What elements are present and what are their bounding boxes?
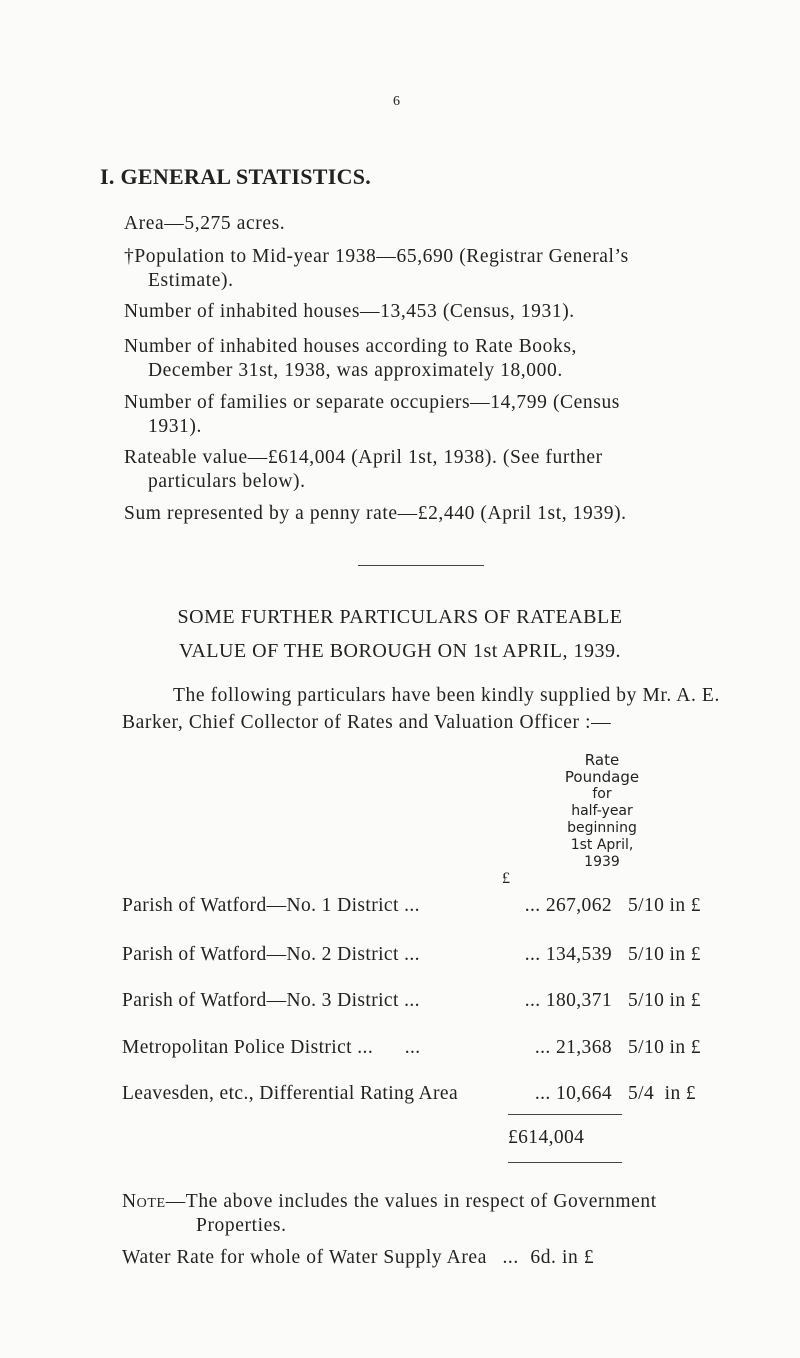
rate-header-line: 1st April, — [570, 837, 634, 853]
section-heading: I. GENERAL STATISTICS. — [100, 164, 372, 189]
row-value: ... 134,539 — [524, 944, 612, 965]
stat-rateable-line1: Rateable value—£614,004 (April 1st, 1938). (See further — [124, 447, 603, 468]
stat-population-line2: Estimate). — [148, 270, 234, 291]
total-rule-bottom — [508, 1162, 622, 1163]
row-rate: 5/4 in £ — [628, 1083, 697, 1104]
row-value: ... 267,062 — [524, 895, 612, 916]
row-label: Metropolitan Police District ... ... — [122, 1037, 421, 1058]
stat-families-line1: Number of families or separate occupiers—14,799 (Census — [124, 392, 620, 413]
rate-header-line: half-year — [571, 803, 633, 819]
table-total: £614,004 — [508, 1127, 585, 1148]
section-divider — [358, 565, 484, 566]
water-rate-value: 6d. in £ — [530, 1247, 595, 1268]
page-number: 6 — [393, 94, 400, 109]
stat-population-line1: †Population to Mid-year 1938—65,690 (Registrar General’s — [124, 246, 629, 267]
stat-families — [124, 391, 620, 439]
stat-rateable-line2: particulars below). — [148, 471, 306, 492]
rate-header-line: beginning — [567, 820, 637, 836]
subheading-line2: VALUE OF THE BOROUGH ON 1st APRIL, 1939. — [178, 640, 622, 662]
row-label: Parish of Watford—No. 2 District ... — [122, 944, 420, 965]
intro-line2: Barker, Chief Collector of Rates and Valuation Officer :— — [122, 712, 612, 733]
water-rate-label: Water Rate for whole of Water Supply Area — [122, 1247, 487, 1268]
stat-houses-rate-line1: Number of inhabited houses according to Rate Books, — [124, 336, 578, 357]
water-rate — [122, 1246, 594, 1270]
note-text-line2: Properties. — [196, 1215, 287, 1236]
stat-families-line2: 1931). — [148, 416, 202, 437]
note — [122, 1190, 657, 1238]
rate-header-line: for — [592, 786, 612, 802]
total-rule-top — [508, 1114, 622, 1115]
rate-header-line: 1939 — [584, 854, 620, 870]
stat-penny-rate: Sum represented by a penny rate—£2,440 (April 1st, 1939). — [124, 503, 627, 524]
note-text-line1: —The above includes the values in respect of Government — [165, 1191, 657, 1212]
row-rate: 5/10 in £ — [628, 990, 701, 1011]
subheading-line1: SOME FURTHER PARTICULARS OF RATEABLE — [177, 606, 623, 628]
row-rate: 5/10 in £ — [628, 895, 701, 916]
row-value: ... 10,664 — [534, 1083, 612, 1104]
stat-rateable — [124, 446, 603, 494]
row-value: ... 21,368 — [534, 1037, 612, 1058]
rate-column-header — [552, 752, 652, 871]
row-label: Parish of Watford—No. 1 District ... — [122, 895, 420, 916]
row-label: Leavesden, etc., Differential Rating Area — [122, 1083, 459, 1104]
stat-houses-rate-line2: December 31st, 1938, was approximately 18,000. — [148, 360, 563, 381]
row-label: Parish of Watford—No. 3 District ... — [122, 990, 420, 1011]
stat-population — [124, 245, 629, 293]
stat-houses-rate — [124, 335, 577, 383]
intro-line1: The following particulars have been kindly supplied by Mr. A. E. — [173, 685, 720, 706]
note-label: Note — [122, 1191, 166, 1212]
stat-area: Area—5,275 acres. — [124, 213, 286, 234]
row-rate: 5/10 in £ — [628, 944, 701, 965]
row-rate: 5/10 in £ — [628, 1037, 701, 1058]
currency-header: £ — [502, 870, 510, 887]
row-value: ... 180,371 — [524, 990, 612, 1011]
stat-houses-census: Number of inhabited houses—13,453 (Census, 1931). — [124, 301, 575, 322]
water-rate-dots: ... — [502, 1247, 519, 1268]
rate-header-line: Rate — [584, 751, 620, 769]
rate-header-line: Poundage — [564, 768, 640, 786]
